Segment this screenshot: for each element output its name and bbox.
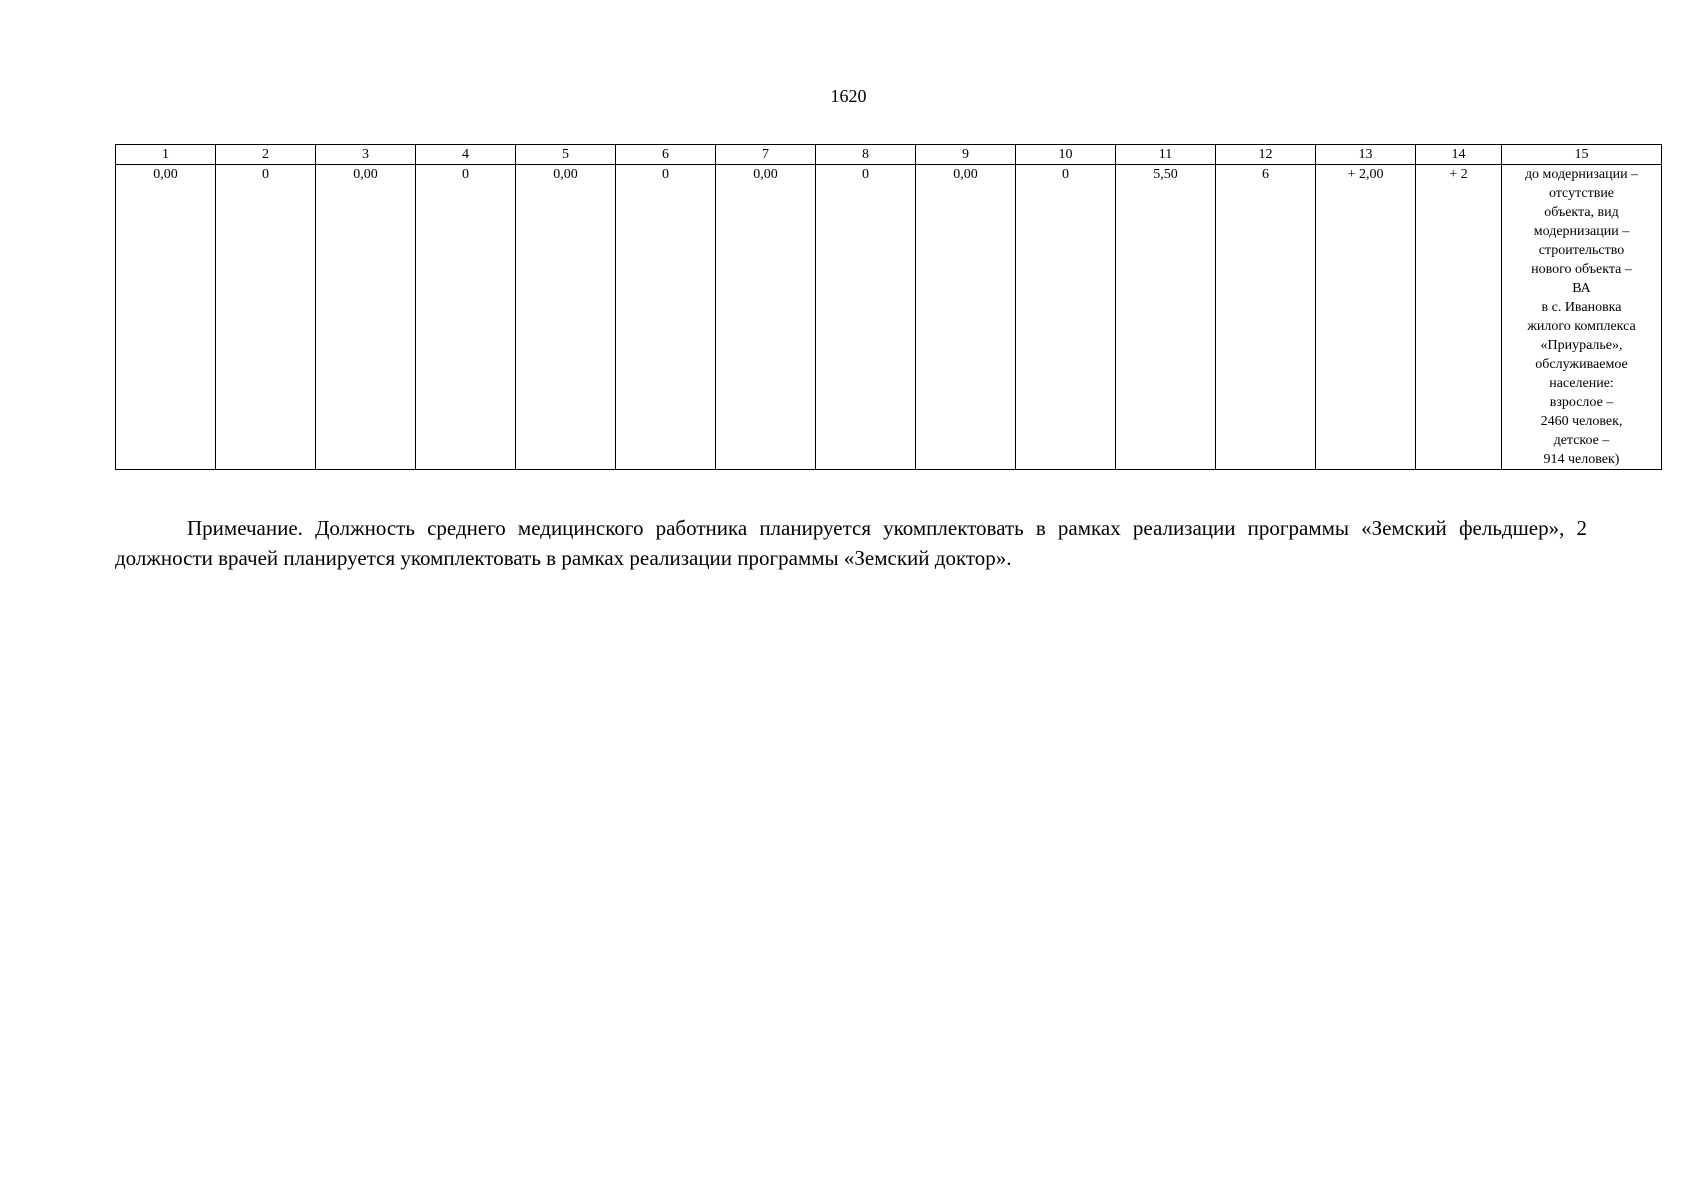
table-cell: + 2 <box>1416 165 1502 470</box>
column-header: 7 <box>716 145 816 165</box>
column-header: 13 <box>1316 145 1416 165</box>
footnote-text: Примечание. Должность среднего медицинского работника планируется укомплектовать в рамках реализации программы «Земский фельдшер», 2 должности врачей планируется укомплектовать в рамках реализации программы «Земский доктор». <box>115 516 1587 570</box>
table-cell: 0 <box>616 165 716 470</box>
column-header: 1 <box>116 145 216 165</box>
column-header: 9 <box>916 145 1016 165</box>
column-header: 2 <box>216 145 316 165</box>
column-header: 10 <box>1016 145 1116 165</box>
table-row <box>116 165 1662 470</box>
column-header: 11 <box>1116 145 1216 165</box>
table-cell: 0,00 <box>716 165 816 470</box>
table-header-row <box>116 145 1662 165</box>
table-cell: 0,00 <box>516 165 616 470</box>
column-header: 6 <box>616 145 716 165</box>
table-cell: 0,00 <box>116 165 216 470</box>
table-cell: 0,00 <box>316 165 416 470</box>
table-cell: + 2,00 <box>1316 165 1416 470</box>
table-cell: 0 <box>216 165 316 470</box>
page-number: 1620 <box>830 86 867 106</box>
column-header: 14 <box>1416 145 1502 165</box>
column-header: 3 <box>316 145 416 165</box>
modernization-description-cell: до модернизации – отсутствие объекта, вид модернизации – строительство нового объекта – ВА в с. Ивановка жилого комплекса «Приуралье», обслуживаемое население: взрослое – 2460 человек, детское – 914 человек) <box>1502 165 1662 470</box>
column-header: 5 <box>516 145 616 165</box>
table-cell: 0 <box>416 165 516 470</box>
table-cell: 0 <box>816 165 916 470</box>
data-table <box>115 144 1662 470</box>
column-header: 4 <box>416 145 516 165</box>
table-cell: 6 <box>1216 165 1316 470</box>
column-header: 12 <box>1216 145 1316 165</box>
table-cell: 0 <box>1016 165 1116 470</box>
column-header: 8 <box>816 145 916 165</box>
table-cell: 0,00 <box>916 165 1016 470</box>
table-cell: 5,50 <box>1116 165 1216 470</box>
column-header: 15 <box>1502 145 1662 165</box>
